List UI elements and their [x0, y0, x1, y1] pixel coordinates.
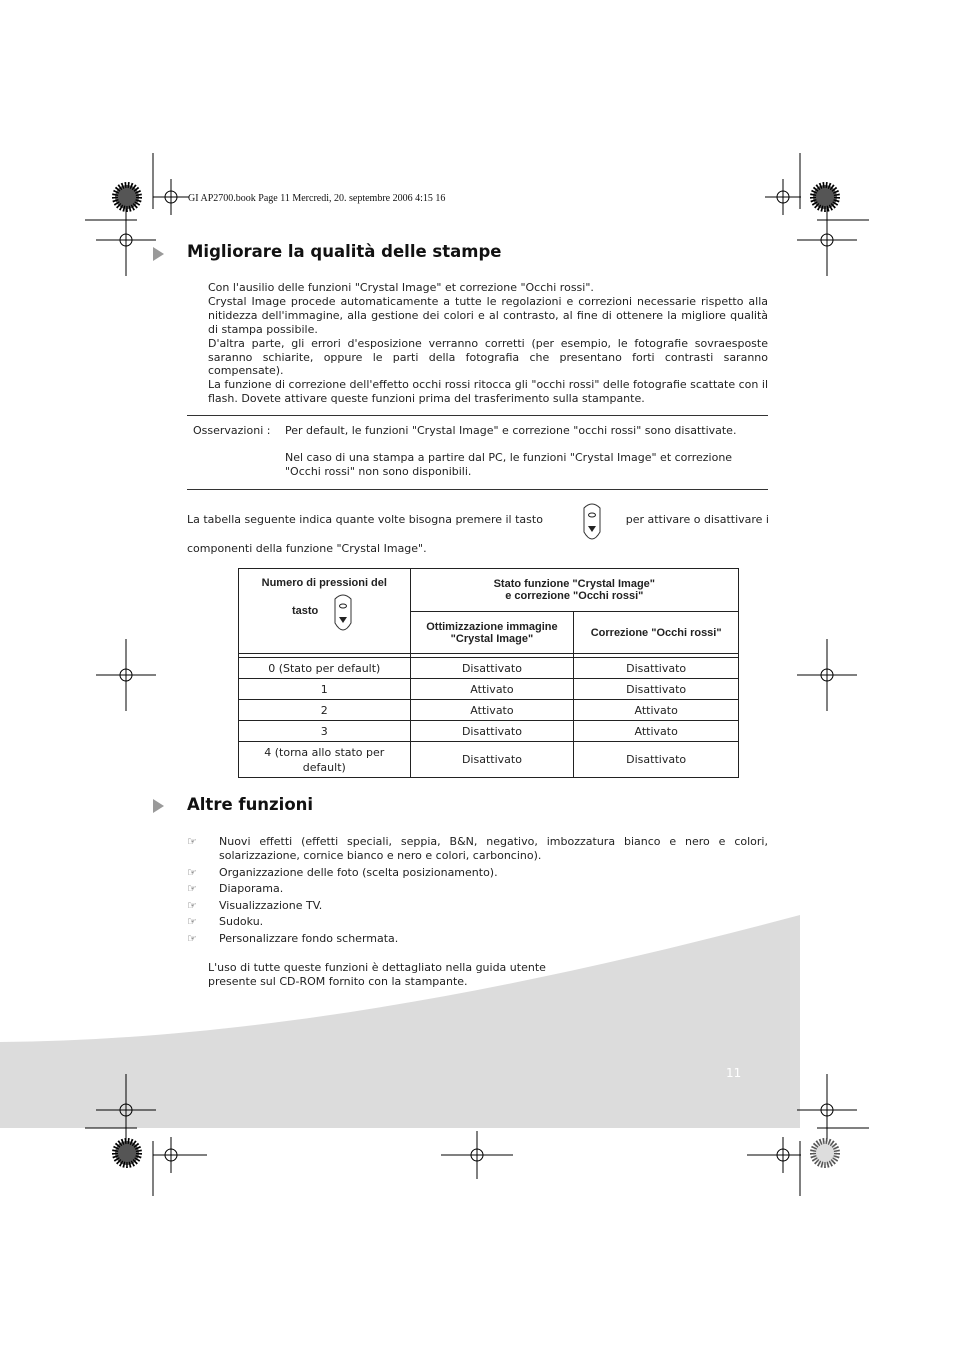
table-row: 4 (torna allo stato per default) Disattivato Disattivato: [239, 742, 739, 778]
section-marker-icon: [153, 799, 164, 813]
list-item: ☞ Sudoku.: [187, 915, 264, 929]
paragraph: Con l'ausilio delle funzioni "Crystal Image" et correzione "Occhi rossi".: [208, 281, 594, 294]
crystal-image-key-icon: [580, 502, 604, 542]
table-row: 1 Attivato Disattivato: [239, 679, 739, 700]
section-title-quality: Migliorare la qualità delle stampe: [187, 242, 502, 261]
list-item: ☞ Organizzazione delle foto (scelta posizionamento).: [187, 865, 498, 879]
table-intro-line2: componenti della funzione "Crystal Image".: [187, 542, 427, 555]
feature-list: [187, 835, 768, 949]
crystal-image-table: [238, 568, 739, 778]
pointing-hand-icon: ☞: [187, 931, 197, 945]
divider: [187, 489, 768, 490]
note-text-1: Per default, le funzioni "Crystal Image" e correzione "occhi rossi" sono disattivate.: [285, 424, 737, 437]
note-label: Osservazioni :: [193, 424, 271, 437]
table-row: 0 (Stato per default) Disattivato Disattivato: [239, 658, 739, 679]
header-status-group: Stato funzione "Crystal Image" e correzione "Occhi rossi": [410, 569, 738, 612]
table-row: 3 Disattivato Attivato: [239, 721, 739, 742]
list-item: ☞ Personalizzare fondo schermata.: [187, 931, 399, 945]
list-item: ☞ Nuovi effetti (effetti speciali, seppia, B&N, negativo, imbozzatura bianco e nero e colori, solarizzazione, cornice bianco e nero e colori, carboncino).: [187, 835, 768, 862]
table-intro-text-end: per attivare o disattivare i: [625, 513, 769, 526]
header-crystal: Ottimizzazione immagine "Crystal Image": [410, 612, 574, 654]
section-title-other: Altre funzioni: [187, 795, 314, 814]
table-row: 2 Attivato Attivato: [239, 700, 739, 721]
section-marker-icon: [153, 247, 164, 261]
table-intro-text: La tabella seguente indica quante volte bisogna premere il tasto: [187, 513, 543, 526]
page-number: 11: [726, 1066, 742, 1080]
pointing-hand-icon: ☞: [187, 898, 197, 912]
pointing-hand-icon: ☞: [187, 865, 197, 879]
book-file-info: GI AP2700.book Page 11 Mercredi, 20. septembre 2006 4:15 16: [188, 193, 446, 204]
paragraph: D'altra parte, gli errori d'esposizione verranno corretti (per esempio, le fotografie sovraesposte saranno schiarite, oppure le parti della fotografia che presentano forti contrasti saranno compensate).: [208, 336, 768, 378]
header-redeye: Correzione "Occhi rossi": [574, 612, 739, 654]
crystal-image-key-icon: [331, 593, 355, 633]
header-presses: Numero di pressioni del tasto: [239, 569, 411, 654]
paragraph: Crystal Image procede automaticamente a tutte le regolazioni e correzioni necessarie rispetto alla nitidezza dell'immagine, alla gestione dei colori e al contrasto, al fine di ottenere la migliore qualità di stampa possibile.: [208, 294, 768, 336]
note-text-2: Nel caso di una stampa a partire dal PC, le funzioni "Crystal Image" et correzione "Occhi rossi" non sono disponibili.: [285, 451, 733, 478]
list-item: ☞ Diaporama.: [187, 882, 284, 896]
pointing-hand-icon: ☞: [187, 882, 197, 896]
closing-text: L'uso di tutte queste funzioni è dettagliato nella guida utente presente sul CD-ROM fornito con la stampante.: [208, 961, 546, 988]
pointing-hand-icon: ☞: [187, 915, 197, 929]
quality-description: [208, 281, 768, 406]
pointing-hand-icon: ☞: [187, 835, 197, 848]
list-item: ☞ Visualizzazione TV.: [187, 898, 323, 912]
divider: [187, 415, 768, 416]
paragraph: La funzione di correzione dell'effetto occhi rossi ritocca gli "occhi rossi" delle fotografie scattate con il flash. Dovete attivare queste funzioni prima del trasferimento sulla stampante.: [208, 378, 768, 406]
